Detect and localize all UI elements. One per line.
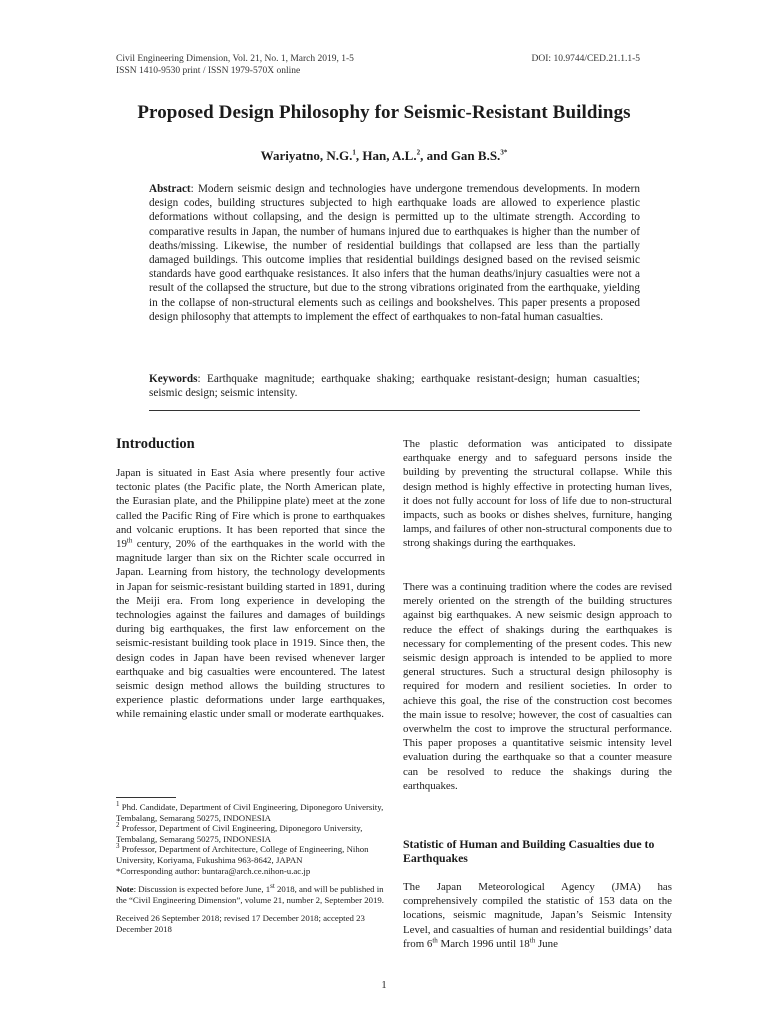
author-3-affiliation: 3* xyxy=(500,148,508,157)
abstract-text: : Modern seismic design and technologies have undergone tremendous developments. In modern design codes, building structures subjected to high earthquake loads are allowed to experience plastic deformations without collapsing, and the design is permitted up to the ultimate strength. According to comparative results in Japan, the number of humans injured due to earthquakes is higher than the number of deaths/missing. Likewise, the number of residential buildings that collapsed are less than the partially damaged buildings. This outcome implies that residential buildings designed based on the revised seismic standards have good earthquake resistances. It also infers that the human deaths/injury casualties were not a result of the collapsed the structure, but due to the strong vibrations originated from the earthquake, yielding in the collapse of non-structural elements such as ceilings and bookshelves. This paper presents a proposed design philosophy that attempts to implement the effect of earthquakes to non-fatal human casualties. xyxy=(149,183,640,323)
author-list xyxy=(0,148,768,164)
author-1-affiliation: 1 xyxy=(352,148,356,157)
footnote-3 xyxy=(116,844,385,865)
footnote-text: Phd. Candidate, Department of Civil Engineering, Diponegoro University, Tembalang, Semarang 50275, INDONESIA xyxy=(116,802,384,823)
issn-line: ISSN 1410-9530 print / ISSN 1979-570X online xyxy=(116,65,301,76)
introduction-paragraph xyxy=(116,466,385,722)
footnote-2 xyxy=(116,823,385,844)
doi: DOI: 10.9744/CED.21.1.1-5 xyxy=(531,54,640,64)
author-2: Han, A.L. xyxy=(362,148,417,163)
footnote-marker: 2 xyxy=(116,821,120,830)
abstract xyxy=(149,182,640,324)
author-1: Wariyatno, N.G. xyxy=(260,148,353,163)
right-paragraph-1: The plastic deformation was anticipated to dissipate earthquake energy and to safeguard persons inside the building by preventing the structural collapse. While this design method is highly effective in protecting human lives, it does not fully account for loss of life due to non-structural impacts, such as books or dishes shelves, furniture, hanging lamps, and failures of other non-structural components due to strong shakings during the earthquakes. xyxy=(403,438,672,550)
author-separator: , xyxy=(355,148,363,163)
author-separator: , and xyxy=(420,148,451,163)
statistics-heading: Statistic of Human and Building Casualties due to Earthquakes xyxy=(403,837,655,866)
author-2-affiliation: 2 xyxy=(416,148,421,157)
note-text: 2018, and will be published in the “Civil Engineering Dimension”, volume 21, number 2, September 2019. xyxy=(116,884,385,905)
note-superscript: st xyxy=(270,882,275,891)
stat-superscript: th xyxy=(529,936,536,945)
footnote-marker: 1 xyxy=(116,800,120,809)
footnote-divider xyxy=(116,797,176,798)
stat-superscript: th xyxy=(432,936,438,945)
author-3: Gan B.S. xyxy=(450,148,501,163)
section-divider xyxy=(149,410,640,411)
discussion-note xyxy=(116,884,385,905)
keywords xyxy=(149,372,640,400)
page-number: 1 xyxy=(381,980,387,991)
journal-header xyxy=(116,54,354,77)
right-paragraph-3 xyxy=(403,880,672,951)
right-paragraph-2: There was a continuing tradition where the codes are revised merely oriented on the strength of the building structures against big earthquakes. A new seismic design approach to reduce the effect of shakings during the earthquakes is necessary for complementing of the present codes. This new seismic design approach is intended to be applied to more general structures. Such a structural design philosophy is required for modern and resilient societies. In order to achieve this goal, the rise of the construction cost becomes the main issue to resolve; however, the cost of casualties can overwhelm the cost to improve the structural performance. This paper proposes a quantitative seismic intensity level evaluation during the earthquake so that a counter measure can be resolved to reduce the shakings during the earthquakes. xyxy=(403,581,672,792)
received-dates: Received 26 September 2018; revised 17 December 2018; accepted 23 December 2018 xyxy=(116,913,365,934)
footnote-text: Professor, Department of Civil Engineering, Diponegoro University, Tembalang, Semarang 50275, INDONESIA xyxy=(116,823,363,844)
introduction-heading: Introduction xyxy=(116,436,195,452)
note-label: Note xyxy=(116,884,134,895)
footnote-marker: 3 xyxy=(116,842,120,851)
intro-text-part: century, 20% of the earthquakes in the world with the magnitude larger than six on the Richter scale occurred in Japan. Learning from history, the technology developments in Japan for seismic-resistant building started in 1891, during the Meiji era. From long experience in developing the technologies against the failures and damages of buildings during big earthquakes, the first law enforcement on the seismic-resistant building took place in 1919. Since then, the design codes in Japan have been revised whenever larger earthquake and big casualties were encountered. The latest seismic design method allows the building structures to experience plastic deformations under large earthquakes, while remaining elastic under small or moderate earthquakes. xyxy=(116,538,385,721)
paper-title: Proposed Design Philosophy for Seismic-Resistant Buildings xyxy=(137,102,631,123)
note-text: : Discussion is expected before June, 1 xyxy=(133,884,271,895)
keywords-label: Keywords xyxy=(149,373,198,385)
footnotes xyxy=(116,802,385,935)
keywords-text: : Earthquake magnitude; earthquake shaking; earthquake resistant-design; human casualties; seismic design; seismic intensity. xyxy=(149,373,640,400)
intro-superscript: th xyxy=(126,536,133,545)
corresponding-author: *Corresponding author: buntara@arch.ce.nihon-u.ac.jp xyxy=(116,865,311,876)
journal-citation: Civil Engineering Dimension, Vol. 21, No. 1, March 2019, 1-5 xyxy=(116,54,354,64)
footnote-text: Professor, Department of Architecture, College of Engineering, Nihon University, Koriyama, Fukushima 963-8642, JAPAN xyxy=(116,844,369,865)
stat-text-part: June xyxy=(535,937,558,950)
intro-text-part: Japan is situated in East Asia where presently four active tectonic plates (the Pacific plate, the North American plate, the Eurasian plate, and the Philippine plate) meet at the zone called the Pacific Ring of Fire which is prone to earthquakes and volcanic eruptions. It has been reported that since the 19 xyxy=(116,467,385,551)
footnote-1 xyxy=(116,802,385,823)
stat-text-part: March 1996 until 18 xyxy=(437,937,530,950)
abstract-label: Abstract xyxy=(149,183,191,195)
stat-text-part: The Japan Meteorological Agency (JMA) has comprehensively compiled the statistic of 153 data on the locations, seismic magnitude, Japan’s Seismic Intensity Level, and casualties of human and residential buildings’ data from 6 xyxy=(403,881,672,950)
